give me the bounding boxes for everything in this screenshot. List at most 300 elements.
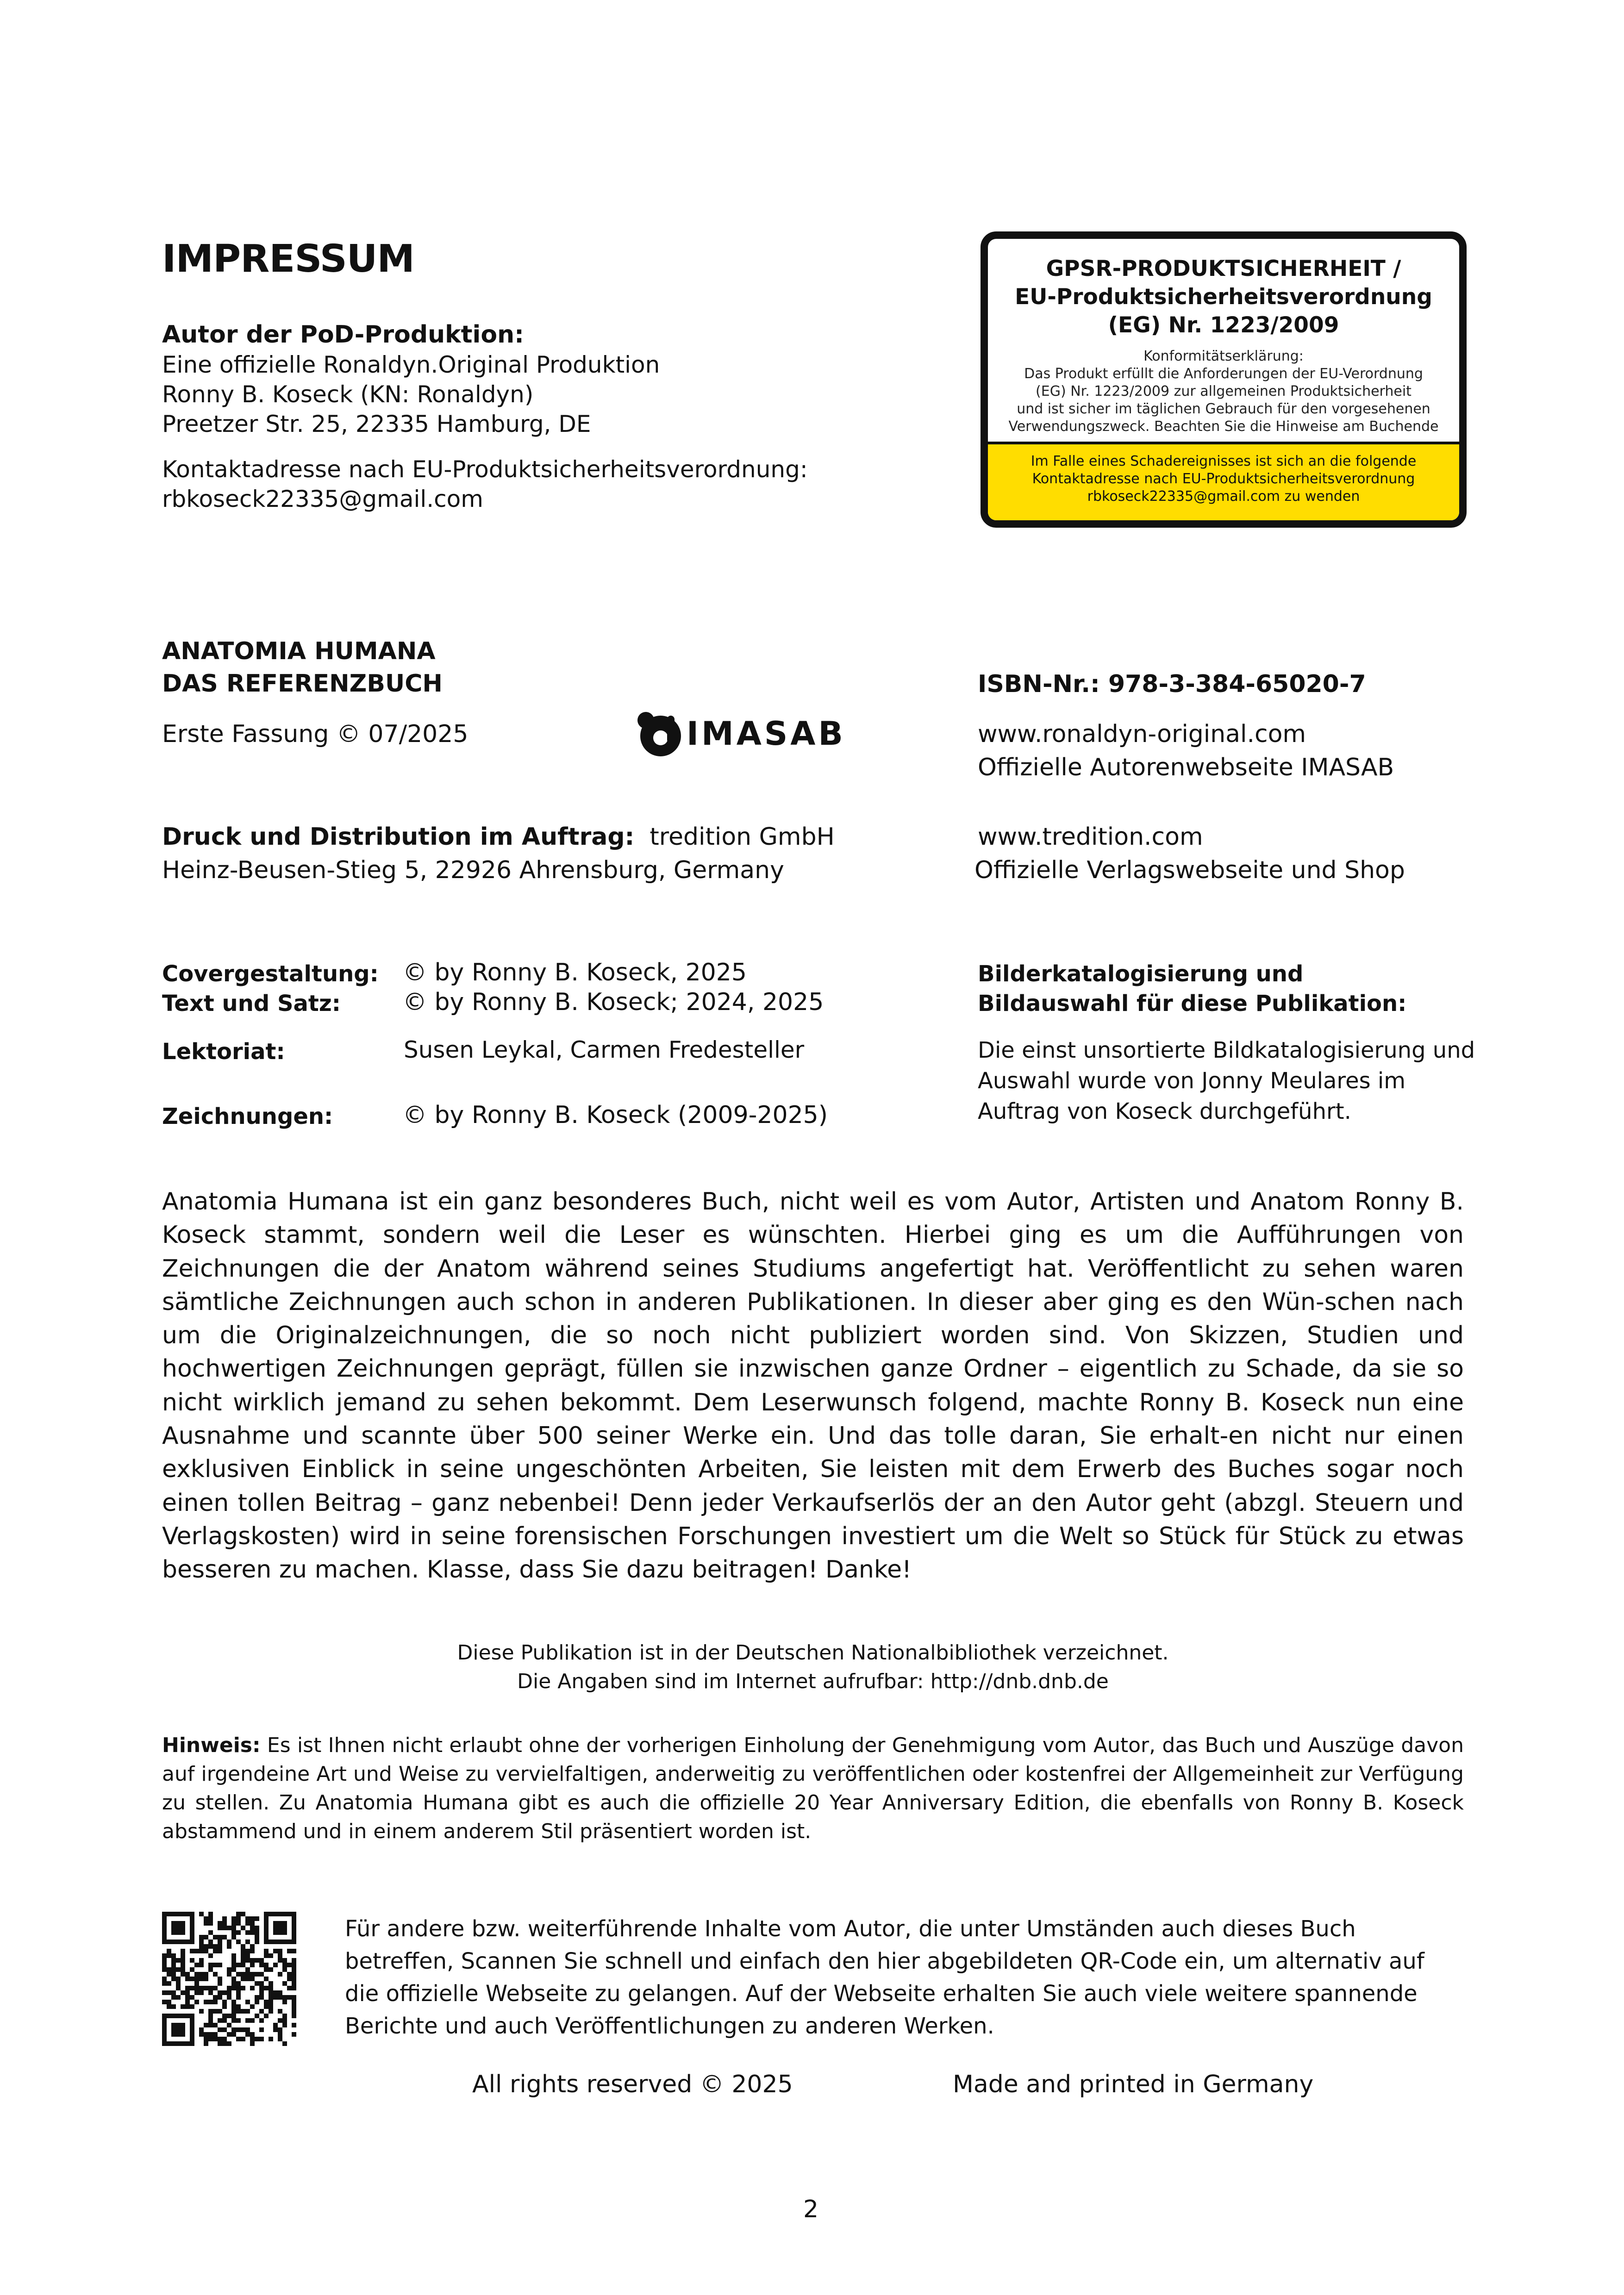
- qr-module: [269, 1990, 273, 1995]
- qr-module: [245, 1921, 250, 1926]
- qr-module: [241, 1912, 245, 1916]
- qr-module: [292, 1949, 296, 1953]
- qr-module: [287, 1986, 292, 1990]
- qr-module: [204, 1977, 208, 1981]
- author-website[interactable]: www.ronaldyn-original.com: [978, 720, 1306, 748]
- qr-module: [218, 1926, 222, 1930]
- qr-module: [236, 1990, 241, 1995]
- qr-module: [213, 1949, 218, 1953]
- qr-module: [236, 1995, 241, 2000]
- qr-module: [194, 1977, 199, 1981]
- qr-module: [218, 2018, 222, 2023]
- gpsr-conformity-heading: Konformitätserklärung:: [1143, 348, 1304, 364]
- qr-module: [259, 1990, 264, 1995]
- qr-module: [167, 1949, 171, 1953]
- qr-module: [204, 1949, 208, 1953]
- qr-module: [181, 1930, 185, 1935]
- imasab-logo-text: IMASAB: [687, 715, 846, 753]
- qr-module: [282, 2023, 287, 2027]
- qr-module: [181, 1967, 185, 1972]
- qr-module: [287, 1949, 292, 1953]
- qr-module: [194, 1986, 199, 1990]
- qr-module: [255, 1930, 259, 1935]
- qr-module: [213, 2032, 218, 2037]
- credit-value: Susen Leykal, Carmen Fredesteller: [404, 1036, 805, 1063]
- qr-module: [176, 2014, 181, 2018]
- qr-module: [162, 2000, 167, 2004]
- qr-module: [259, 1963, 264, 1967]
- qr-module: [194, 1981, 199, 1986]
- qr-module: [204, 1944, 208, 1949]
- qr-module: [171, 1930, 176, 1935]
- gpsr-conformity-line: Das Produkt erfüllt die Anforderungen der EU-Verordnung: [1024, 366, 1423, 382]
- qr-module: [269, 1940, 273, 1944]
- qr-module: [162, 2018, 167, 2023]
- qr-module: [292, 1981, 296, 1986]
- qr-module: [167, 1953, 171, 1958]
- qr-module: [171, 1967, 176, 1972]
- qr-module: [292, 1926, 296, 1930]
- qr-module: [218, 1944, 222, 1949]
- qr-module: [185, 2041, 190, 2046]
- qr-module: [176, 1940, 181, 1944]
- qr-module: [208, 1940, 213, 1944]
- qr-module: [255, 1995, 259, 2000]
- qr-module: [199, 1912, 204, 1916]
- qr-module: [255, 1972, 259, 1977]
- publisher-website[interactable]: www.tredition.com: [978, 823, 1203, 851]
- qr-module: [269, 2037, 273, 2041]
- qr-module: [282, 1930, 287, 1935]
- qr-description: Für andere bzw. weiterführende Inhalte vom Autor, die unter Umständen auch dieses Buch betreffen, Scannen Sie schnell und einfach den hier abgebildeten QR-Code ein, um alternativ auf die offizielle Webseite zu gelangen. Auf der Webseite erhalten Sie auch viele weitere spannende Berichte und auch Veröffentlichungen zu anderen Werken.: [345, 1916, 1424, 2039]
- qr-module: [250, 2041, 255, 2046]
- qr-module: [241, 1963, 245, 1967]
- qr-module: [176, 1930, 181, 1935]
- qr-module: [181, 2041, 185, 2046]
- qr-module: [162, 1921, 167, 1926]
- qr-module: [269, 2004, 273, 2009]
- qr-module: [190, 2037, 194, 2041]
- qr-module: [208, 1967, 213, 1972]
- qr-module: [199, 1940, 204, 1944]
- qr-module: [250, 1921, 255, 1926]
- qr-module: [162, 1912, 167, 1916]
- qr-module: [218, 1977, 222, 1981]
- qr-module: [185, 1986, 190, 1990]
- qr-module: [250, 1916, 255, 1921]
- qr-module: [278, 1930, 282, 1935]
- credit-value: © by Ronny B. Koseck; 2024, 2025: [403, 988, 824, 1016]
- qr-module: [185, 2014, 190, 2018]
- qr-module: [292, 1912, 296, 1916]
- qr-module: [278, 2037, 282, 2041]
- qr-module: [245, 1930, 250, 1935]
- qr-module: [162, 2023, 167, 2027]
- qr-module: [190, 2027, 194, 2032]
- qr-module: [250, 1977, 255, 1981]
- qr-module: [190, 1926, 194, 1930]
- qr-module: [273, 1930, 278, 1935]
- print-line: [162, 822, 926, 852]
- qr-module: [250, 1963, 255, 1967]
- qr-module: [245, 1940, 250, 1944]
- qr-module: [185, 1912, 190, 1916]
- qr-module: [194, 2000, 199, 2004]
- qr-module: [181, 2004, 185, 2009]
- qr-module: [222, 2041, 227, 2046]
- qr-module: [278, 1953, 282, 1958]
- qr-module: [292, 1977, 296, 1981]
- book-title: [162, 635, 443, 700]
- qr-module: [204, 1916, 208, 1921]
- qr-module: [181, 2027, 185, 2032]
- qr-module: [222, 1935, 227, 1940]
- page-number: 2: [803, 2195, 819, 2223]
- qr-module: [231, 1953, 236, 1958]
- qr-module: [162, 1963, 167, 1967]
- qr-module: [181, 1990, 185, 1995]
- qr-module: [245, 1967, 250, 1972]
- qr-module: [162, 1967, 167, 1972]
- qr-module: [241, 1977, 245, 1981]
- qr-module: [255, 1981, 259, 1986]
- qr-module: [250, 2004, 255, 2009]
- qr-module: [181, 1940, 185, 1944]
- legal-notice-label: Hinweis:: [162, 1734, 261, 1757]
- gpsr-title-line: GPSR-PRODUKTSICHERHEIT /: [1046, 256, 1401, 281]
- qr-module: [231, 2014, 236, 2018]
- qr-module: [213, 1986, 218, 1990]
- gpsr-incident-banner: [988, 442, 1459, 520]
- qr-module: [259, 1972, 264, 1977]
- qr-module: [255, 1958, 259, 1963]
- qr-module: [227, 1972, 231, 1977]
- made-in-notice: Made and printed in Germany: [953, 2070, 1314, 2098]
- qr-module: [264, 2004, 269, 2009]
- qr-module: [218, 1981, 222, 1986]
- qr-module: [176, 1995, 181, 2000]
- qr-module: [278, 2032, 282, 2037]
- qr-module: [208, 2018, 213, 2023]
- qr-module: [236, 1921, 241, 1926]
- qr-module: [231, 2009, 236, 2014]
- qr-module: [241, 1944, 245, 1949]
- qr-module: [171, 2023, 176, 2027]
- qr-module: [181, 2014, 185, 2018]
- qr-module: [213, 1972, 218, 1977]
- qr-module: [162, 1953, 167, 1958]
- qr-module: [282, 1940, 287, 1944]
- qr-module: [208, 2032, 213, 2037]
- contact-label: Kontaktadresse nach EU-Produktsicherheitsverordnung:: [162, 456, 808, 483]
- qr-module: [190, 1930, 194, 1935]
- qr-module: [255, 2000, 259, 2004]
- qr-module: [199, 1972, 204, 1977]
- qr-module: [269, 2000, 273, 2004]
- qr-module: [278, 2027, 282, 2032]
- qr-module: [162, 2014, 167, 2018]
- qr-module: [236, 1981, 241, 1986]
- qr-module: [236, 2009, 241, 2014]
- qr-module: [273, 1940, 278, 1944]
- qr-module: [264, 1949, 269, 1953]
- qr-module: [171, 1963, 176, 1967]
- qr-module: [208, 1963, 213, 1967]
- qr-module: [241, 1926, 245, 1930]
- qr-module: [250, 1949, 255, 1953]
- qr-module: [241, 1949, 245, 1953]
- author-line: Preetzer Str. 25, 22335 Hamburg, DE: [162, 411, 591, 437]
- qr-module: [171, 1995, 176, 2000]
- main-paragraph: Anatomia Humana ist ein ganz besonderes Buch, nicht weil es vom Autor, Artisten und Anatom Ronny B. Koseck stammt, sondern weil die Leser es wünschten. Hierbei ging es um die Aufführungen von Zeichnungen die der Anatom während seines Studiums angefertigt hat. Veröffentlicht zu sehen waren sämtliche Zeichnungen auch schon in anderen Publikationen. In dieser aber ging es den Wün-schen nach um die Originalzeichnungen, die so noch nicht publiziert worden sind. Von Skizzen, Studien und hochwertigen Zeichnungen geprägt, füllen sie inzwischen ganze Ordner – eigentlich zu Schade, da sie so nicht wirklich jemand zu sehen bekommt. Dem Leserwunsch folgend, machte Ronny B. Koseck nun eine Ausnahme und scannte über 500 seiner Werke ein. Und das tolle daran, Sie erhalt-en nicht nur einen exklusiven Einblick in seine ungeschönten Arbeiten, Sie leisten mit dem Erwerb des Buches sogar noch einen tollen Beitrag – ganz nebenbei! Denn jeder Verkaufserlös der an den Autor geht (abzgl. Steuern und Verlagskosten) wird in seine forensischen Forschungen investiert um die Welt so Stück für Stück zu etwas besseren zu machen. Klasse, dass Sie dazu beitragen! Danke!: [162, 1188, 1464, 1584]
- qr-module: [218, 1963, 222, 1967]
- legal-notice-text: Es ist Ihnen nicht erlaubt ohne der vorherigen Einholung der Genehmigung vom Autor, das Buch und Auszüge davon auf irgendeine Art und Weise zu vervielfaltigen, anderweitig zu veröffentlichen oder kostenfrei der Allgemeinheit zur Verfügung zu stellen. Zu Anatomia Humana gibt es auch die offizielle 20 Year Anniversary Edition, die ebenfalls von Ronny B. Koseck abstammend und in einem anderem Stil präsentiert worden ist.: [162, 1734, 1464, 1843]
- qr-module: [204, 1935, 208, 1940]
- qr-module: [162, 1916, 167, 1921]
- qr-module: [171, 2027, 176, 2032]
- qr-module: [292, 1967, 296, 1972]
- qr-module: [162, 1958, 167, 1963]
- qr-module: [231, 1963, 236, 1967]
- qr-module: [264, 1926, 269, 1930]
- qr-module: [273, 2027, 278, 2032]
- qr-module: [269, 1981, 273, 1986]
- qr-module: [199, 1986, 204, 1990]
- qr-module: [218, 2041, 222, 2046]
- qr-module: [245, 2027, 250, 2032]
- qr-module: [292, 1930, 296, 1935]
- qr-module: [208, 1930, 213, 1935]
- qr-module: [171, 1921, 176, 1926]
- qr-module: [273, 1926, 278, 1930]
- qr-module: [199, 1963, 204, 1967]
- qr-module: [278, 2018, 282, 2023]
- qr-module: [190, 2018, 194, 2023]
- qr-module: [231, 2032, 236, 2037]
- qr-module: [208, 1916, 213, 1921]
- qr-module: [227, 1995, 231, 2000]
- qr-module: [250, 1926, 255, 1930]
- qr-module: [250, 1930, 255, 1935]
- qr-module: [218, 1935, 222, 1940]
- qr-module: [185, 1977, 190, 1981]
- qr-module: [194, 1963, 199, 1967]
- author-block: [162, 319, 856, 514]
- qr-code[interactable]: [162, 1912, 296, 2046]
- qr-module: [236, 2004, 241, 2009]
- qr-module: [199, 1977, 204, 1981]
- qr-module: [259, 1986, 264, 1990]
- qr-module: [278, 1940, 282, 1944]
- qr-module: [287, 1963, 292, 1967]
- qr-module: [264, 1963, 269, 1967]
- qr-module: [171, 2014, 176, 2018]
- qr-module: [190, 2032, 194, 2037]
- qr-module: [292, 1916, 296, 1921]
- qr-module: [162, 2041, 167, 2046]
- qr-module: [181, 2032, 185, 2037]
- qr-module: [241, 1953, 245, 1958]
- qr-module: [190, 1940, 194, 1944]
- qr-module: [292, 2000, 296, 2004]
- imasab-logo: [632, 707, 846, 758]
- qr-module: [245, 1972, 250, 1977]
- qr-module: [167, 2014, 171, 2018]
- qr-module: [190, 1921, 194, 1926]
- qr-module: [250, 2018, 255, 2023]
- qr-module: [255, 1940, 259, 1944]
- qr-module: [255, 1916, 259, 1921]
- qr-module: [171, 1958, 176, 1963]
- qr-module: [269, 1953, 273, 1958]
- qr-module: [162, 1981, 167, 1986]
- qr-module: [245, 2032, 250, 2037]
- qr-module: [236, 2037, 241, 2041]
- qr-module: [199, 1958, 204, 1963]
- qr-module: [176, 1977, 181, 1981]
- qr-module: [264, 1916, 269, 1921]
- qr-module: [181, 2023, 185, 2027]
- qr-module: [259, 2018, 264, 2023]
- gpsr-conformity-line: (EG) Nr. 1223/2009 zur allgemeinen Produktsicherheit: [1036, 383, 1412, 399]
- qr-module: [222, 1916, 227, 1921]
- author-heading: Autor der PoD-Produktion:: [162, 321, 524, 349]
- qr-module: [171, 2004, 176, 2009]
- qr-module: [282, 1995, 287, 2000]
- qr-module: [231, 1935, 236, 1940]
- qr-module: [222, 1921, 227, 1926]
- qr-module: [227, 2041, 231, 2046]
- qr-module: [287, 1940, 292, 1944]
- qr-module: [185, 1940, 190, 1944]
- qr-module: [278, 1995, 282, 2000]
- qr-module: [292, 1986, 296, 1990]
- qr-module: [208, 1990, 213, 1995]
- qr-module: [287, 1972, 292, 1977]
- qr-module: [264, 1935, 269, 1940]
- qr-module: [162, 1940, 167, 1944]
- gpsr-incident-line: Im Falle eines Schadereignisses ist sich an die folgende: [1031, 453, 1417, 469]
- qr-module: [176, 2027, 181, 2032]
- qr-module: [162, 1926, 167, 1930]
- qr-module: [255, 2014, 259, 2018]
- qr-module: [204, 2023, 208, 2027]
- qr-module: [185, 1972, 190, 1977]
- qr-module: [292, 1935, 296, 1940]
- print-address: Heinz-Beusen-Stieg 5, 22926 Ahrensburg, Germany: [162, 856, 784, 884]
- qr-module: [213, 2023, 218, 2027]
- qr-module: [282, 1967, 287, 1972]
- gpsr-title-line: (EG) Nr. 1223/2009: [1108, 312, 1339, 338]
- qr-module: [292, 2023, 296, 2027]
- qr-module: [227, 1944, 231, 1949]
- qr-module: [213, 2037, 218, 2041]
- qr-module: [273, 1990, 278, 1995]
- qr-module: [282, 1921, 287, 1926]
- qr-module: [236, 1972, 241, 1977]
- qr-module: [231, 2000, 236, 2004]
- qr-module: [278, 1926, 282, 1930]
- qr-module: [259, 1981, 264, 1986]
- qr-module: [250, 1958, 255, 1963]
- qr-module: [222, 2004, 227, 2009]
- qr-module: [185, 2000, 190, 2004]
- qr-module: [292, 2032, 296, 2037]
- qr-module: [199, 2009, 204, 2014]
- qr-module: [171, 1912, 176, 1916]
- qr-module: [218, 2009, 222, 2014]
- qr-module: [208, 2000, 213, 2004]
- qr-module: [231, 2027, 236, 2032]
- qr-module: [231, 1977, 236, 1981]
- qr-module: [278, 1972, 282, 1977]
- qr-module: [245, 2000, 250, 2004]
- dnb-line: Diese Publikation ist in der Deutschen Nationalbibliothek verzeichnet.: [457, 1641, 1169, 1665]
- qr-module: [218, 1921, 222, 1926]
- qr-module: [181, 1958, 185, 1963]
- qr-module: [176, 1967, 181, 1972]
- qr-module: [282, 1981, 287, 1986]
- qr-module: [190, 1912, 194, 1916]
- qr-module: [190, 2041, 194, 2046]
- qr-module: [167, 1940, 171, 1944]
- qr-module: [190, 1986, 194, 1990]
- qr-module: [292, 2004, 296, 2009]
- qr-module: [227, 1990, 231, 1995]
- qr-module: [241, 2027, 245, 2032]
- catalog-block: [978, 959, 1482, 1127]
- qr-module: [264, 1940, 269, 1944]
- contact-email: rbkoseck22335@gmail.com: [162, 486, 483, 512]
- qr-module: [199, 1944, 204, 1949]
- qr-module: [287, 1995, 292, 2000]
- qr-module: [190, 1995, 194, 2000]
- qr-module: [287, 1977, 292, 1981]
- qr-module: [204, 2041, 208, 2046]
- author-website-desc: Offizielle Autorenwebseite IMASAB: [978, 754, 1394, 781]
- qr-module: [190, 1949, 194, 1953]
- qr-module: [282, 2000, 287, 2004]
- qr-module: [236, 2018, 241, 2023]
- qr-module: [236, 2027, 241, 2032]
- book-title-line: DAS REFERENZBUCH: [162, 670, 443, 698]
- qr-module: [231, 1958, 236, 1963]
- qr-module: [222, 1990, 227, 1995]
- qr-module: [241, 1958, 245, 1963]
- qr-module: [231, 2004, 236, 2009]
- qr-module: [213, 2000, 218, 2004]
- qr-module: [292, 1940, 296, 1944]
- qr-module: [269, 2009, 273, 2014]
- qr-module: [167, 1972, 171, 1977]
- qr-module: [194, 1972, 199, 1977]
- qr-module: [181, 1953, 185, 1958]
- qr-module: [264, 1977, 269, 1981]
- qr-module: [231, 1986, 236, 1990]
- qr-module: [176, 1912, 181, 1916]
- qr-module: [208, 1912, 213, 1916]
- gpsr-safety-box: [981, 231, 1467, 528]
- qr-module: [241, 2037, 245, 2041]
- qr-module: [171, 1953, 176, 1958]
- qr-module: [222, 2037, 227, 2041]
- qr-module: [278, 1958, 282, 1963]
- qr-module: [245, 1949, 250, 1953]
- qr-module: [227, 2023, 231, 2027]
- gpsr-title-line: EU-Produktsicherheitsverordnung: [1015, 284, 1432, 310]
- qr-module: [218, 1995, 222, 2000]
- qr-module: [278, 1921, 282, 1926]
